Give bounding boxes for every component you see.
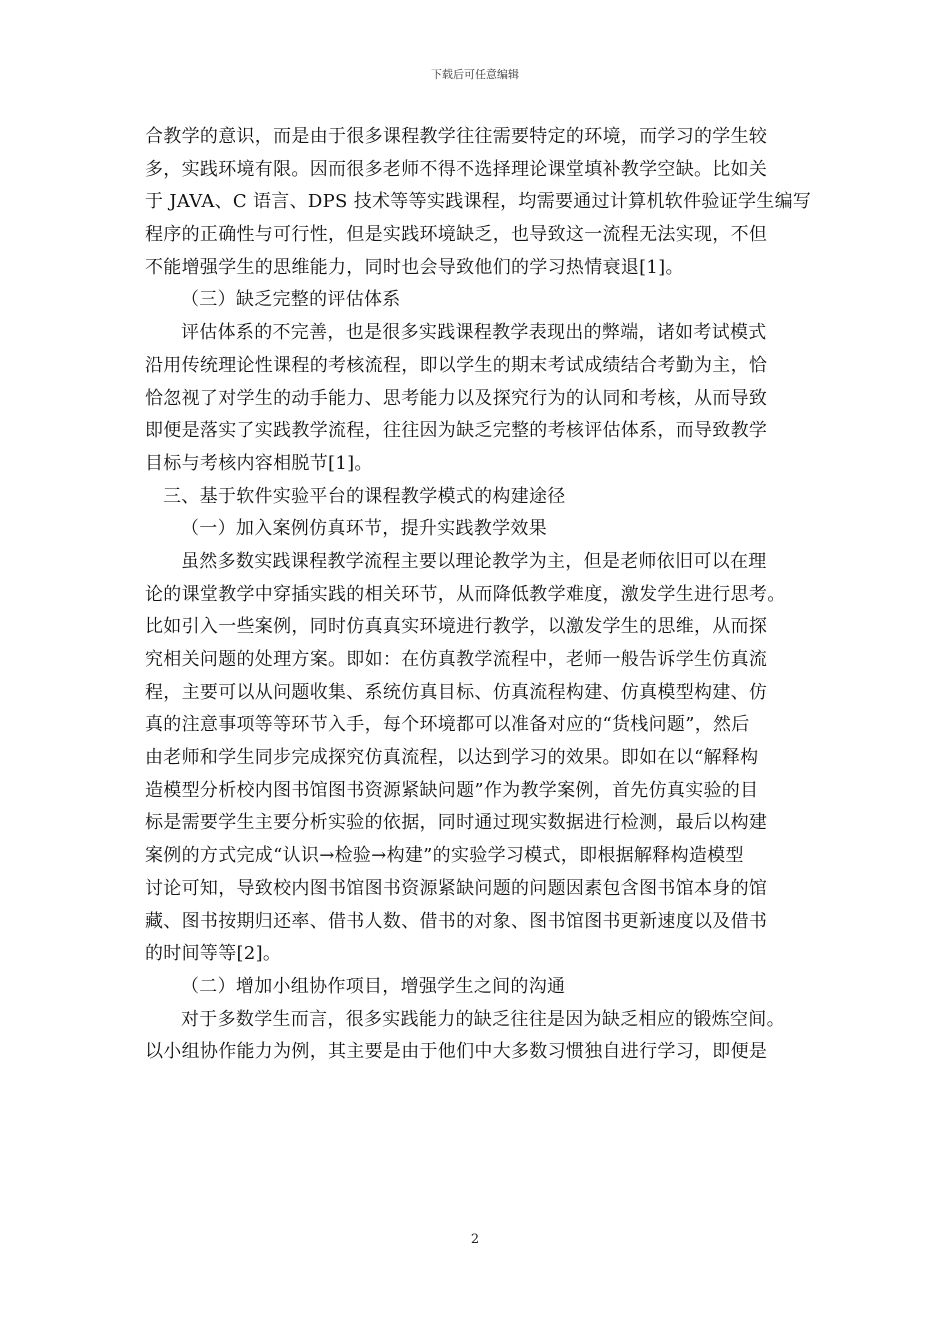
paragraph-line: 即便是落实了实践教学流程，往往因为缺乏完整的考核评估体系，而导致教学 xyxy=(145,420,768,442)
paragraph-line: 于 JAVA、C 语言、DPS 技术等等实践课程，均需要通过计算机软件验证学生编写 xyxy=(145,191,812,213)
document-body xyxy=(145,121,810,1069)
paragraph-line: 论的课堂教学中穿插实践的相关环节，从而降低教学难度，激发学生进行思考。 xyxy=(145,583,786,605)
paragraph-line: 讨论可知，导致校内图书馆图书资源紧缺问题的问题因素包含图书馆本身的馆 xyxy=(145,877,768,899)
paragraph-line: 虽然多数实践课程教学流程主要以理论教学为主，但是老师依旧可以在理 xyxy=(181,550,767,572)
paragraph-line: 标是需要学生主要分析实验的依据，同时通过现实数据进行检测，最后以构建 xyxy=(145,812,768,834)
paragraph-line: 以小组协作能力为例，其主要是由于他们中大多数习惯独自进行学习，即便是 xyxy=(145,1041,768,1063)
paragraph-line: 恰忽视了对学生的动手能力、思考能力以及探究行为的认同和考核，从而导致 xyxy=(145,387,768,409)
paragraph-line: 的时间等等[2]。 xyxy=(145,943,282,965)
paragraph-line: 评估体系的不完善，也是很多实践课程教学表现出的弊端，诸如考试模式 xyxy=(181,322,767,344)
paragraph-line: 藏、图书按期归还率、借书人数、借书的对象、图书馆图书更新速度以及借书 xyxy=(145,910,768,932)
paragraph-line: 对于多数学生而言，很多实践能力的缺乏往往是因为缺乏相应的锻炼空间。 xyxy=(181,1008,785,1030)
page-number: 2 xyxy=(470,1232,480,1247)
paragraph-line: 多，实践环境有限。因而很多老师不得不选择理论课堂填补教学空缺。比如关 xyxy=(145,158,768,180)
paragraph-line: 真的注意事项等等环节入手，每个环境都可以准备对应的“货栈问题”，然后 xyxy=(145,714,750,736)
paragraph-line: 造模型分析校内图书馆图书资源紧缺问题”作为教学案例，首先仿真实验的目 xyxy=(145,779,759,801)
header-note: 下载后可任意编辑 xyxy=(431,68,519,81)
section-heading: （一）加入案例仿真环节，提升实践教学效果 xyxy=(181,518,547,540)
paragraph-line: 究相关问题的处理方案。即如：在仿真教学流程中，老师一般告诉学生仿真流 xyxy=(145,649,768,670)
paragraph-line: 案例的方式完成“认识→检验→构建”的实验学习模式，即根据解释构造模型 xyxy=(145,845,744,867)
paragraph-line: 由老师和学生同步完成探究仿真流程，以达到学习的效果。即如在以“解释构 xyxy=(145,747,759,769)
paragraph-line: 不能增强学生的思维能力，同时也会导致他们的学习热情衰退[1]。 xyxy=(145,256,684,278)
paragraph-line: 程序的正确性与可行性，但是实践环境缺乏，也导致这一流程无法实现，不但 xyxy=(145,224,768,246)
section-heading: （三）缺乏完整的评估体系 xyxy=(181,289,401,311)
paragraph-line: 目标与考核内容相脱节[1]。 xyxy=(145,452,373,474)
paragraph-line: 比如引入一些案例，同时仿真真实环境进行教学，以激发学生的思维，从而探 xyxy=(145,616,768,638)
paragraph-line: 合教学的意识，而是由于很多课程教学往往需要特定的环境，而学习的学生较 xyxy=(145,126,768,147)
paragraph-line: 沿用传统理论性课程的考核流程，即以学生的期末考试成绩结合考勤为主，恰 xyxy=(145,354,768,376)
section-heading: （二）增加小组协作项目，增强学生之间的沟通 xyxy=(181,975,566,997)
paragraph-line: 程，主要可以从问题收集、系统仿真目标、仿真流程构建、仿真模型构建、仿 xyxy=(145,681,768,703)
chapter-heading: 三、基于软件实验平台的课程教学模式的构建途径 xyxy=(163,485,566,507)
